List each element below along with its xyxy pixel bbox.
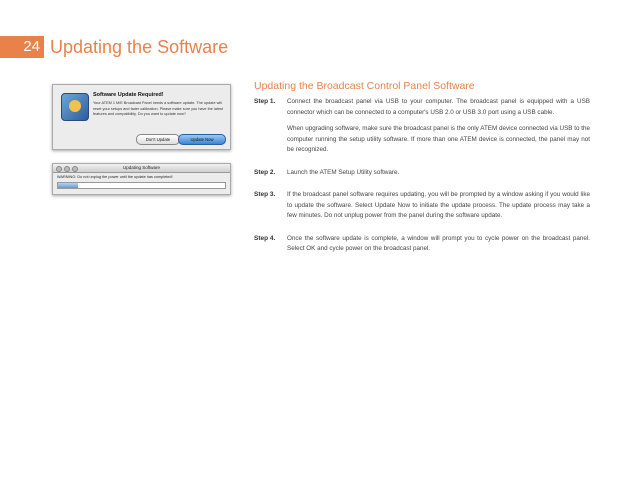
step-paragraph: Launch the ATEM Setup Utility software. [287, 168, 400, 176]
dialog-titlebar [53, 164, 230, 173]
step-label: Step 4. [254, 234, 276, 242]
dialog-title: Updating Software [122, 165, 161, 170]
step-paragraph: Once the software update is complete, a window will prompt you to cycle power on the broadcast panel. Select OK and cycle power on the broadcast panel. [287, 234, 590, 252]
update-now-button[interactable]: Update Now [178, 134, 226, 145]
app-icon [61, 93, 89, 121]
progress-fill [58, 183, 78, 188]
step-label: Step 1. [254, 98, 276, 105]
software-update-required-dialog [52, 84, 231, 150]
dont-update-button[interactable]: Don't Update [136, 134, 180, 145]
step-paragraph: Connect the broadcast panel via USB to your computer. The broadcast panel is equipped with a USB connector which can be connected to a computer's USB 2.0 or USB 3.0 port using a USB cable. [287, 98, 590, 116]
step-paragraph: If the broadcast panel software requires updating, you will be prompted by a window asking if you would like to update the software. Select Update Now to initiate the update process. The update process may take a few minutes. Do not unplug power from the panel during the software update. [287, 191, 590, 219]
step-3 [254, 190, 590, 228]
steps-list [254, 97, 590, 267]
section-title: Updating the Broadcast Control Panel Software [254, 80, 475, 92]
step-1 [254, 97, 590, 162]
updating-software-dialog [52, 163, 231, 195]
chapter-title: Updating the Software [50, 37, 229, 57]
step-label: Step 2. [254, 168, 276, 176]
step-paragraph: When upgrading software, make sure the broadcast panel is the only ATEM device connected via USB to the computer running the setup utility software. If more than one ATEM device is connected, the panel may not be recognized. [287, 125, 591, 153]
zoom-window-icon[interactable] [72, 166, 78, 172]
minimize-window-icon[interactable] [64, 166, 70, 172]
dialog-message: Your ATEM 1 M/E Broadcast Panel needs a software update. The update will reset your setups and fader calibration. Please make sure you have the latest features and compatibility. Do you want to update now? [93, 101, 224, 116]
step-label: Step 3. [254, 191, 276, 198]
close-window-icon[interactable] [56, 166, 62, 172]
step-4 [254, 234, 590, 261]
dialog-warning: WARNING: Do not unplug the power until the update has completed! [57, 175, 173, 179]
page-number: 24 [0, 36, 44, 58]
step-2 [254, 168, 590, 185]
dialog-title: Software Update Required! [93, 92, 164, 98]
window-controls [56, 166, 78, 172]
update-progress-bar [57, 182, 226, 189]
